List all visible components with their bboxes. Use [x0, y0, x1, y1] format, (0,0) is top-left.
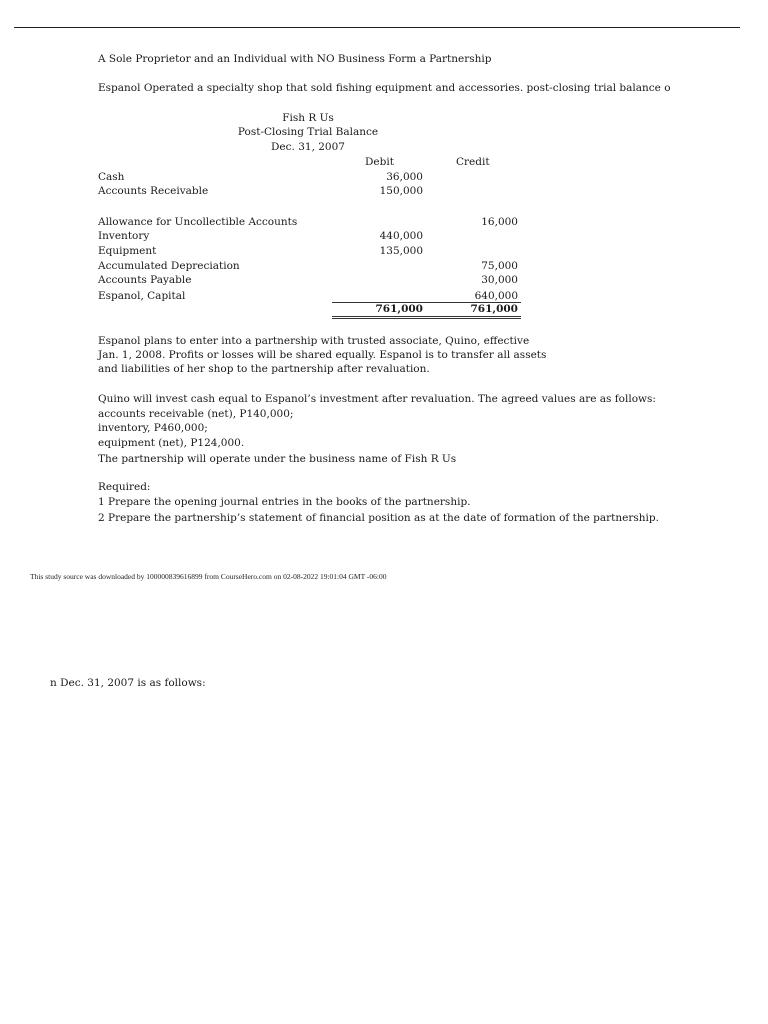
required-label: Required:	[98, 481, 151, 493]
credit-amount: 30,000	[481, 274, 518, 286]
account-name: Cash	[98, 171, 125, 183]
required-item: 2 Prepare the partnership’s statement of financial position as at the date of formation of the partnership.	[98, 512, 659, 524]
account-name: Espanol, Capital	[98, 290, 186, 302]
agreed-values-line: The partnership will operate under the business name of Fish R Us	[98, 453, 457, 465]
company-name: Fish R Us	[282, 112, 334, 124]
debit-amount: 150,000	[379, 185, 423, 197]
statement-title: Post-Closing Trial Balance	[237, 126, 379, 138]
debit-amount: 36,000	[386, 171, 423, 183]
continuation-text: n Dec. 31, 2007 is as follows:	[50, 677, 206, 689]
credit-column-header: Credit	[456, 156, 490, 168]
intro-text: Espanol Operated a specialty shop that sold fishing equipment and accessories. post-closing trial balance o	[98, 82, 671, 94]
account-name: Accounts Receivable	[98, 185, 209, 197]
top-divider	[14, 27, 740, 28]
debit-amount: 135,000	[379, 245, 423, 257]
agreed-values-line: Quino will invest cash equal to Espanol’s investment after revaluation. The agreed values are as follows:	[98, 393, 656, 405]
required-item: 1 Prepare the opening journal entries in the books of the partnership.	[98, 496, 471, 508]
agreed-values-line: inventory, P460,000;	[98, 422, 208, 434]
download-source-note: This study source was downloaded by 100000839616899 from CourseHero.com on 02-08-2022 19:01:04 GMT -06:00	[30, 572, 387, 581]
account-name: Accounts Payable	[98, 274, 192, 286]
account-name: Equipment	[98, 245, 157, 257]
agreed-values-line: equipment (net), P124,000.	[98, 437, 245, 449]
partnership-plan-line: Espanol plans to enter into a partnership with trusted associate, Quino, effective	[98, 335, 530, 347]
agreed-values-line: accounts receivable (net), P140,000;	[98, 408, 294, 420]
debit-column-header: Debit	[365, 156, 394, 168]
account-name: Allowance for Uncollectible Accounts	[98, 216, 298, 228]
document-heading: A Sole Proprietor and an Individual with NO Business Form a Partnership	[98, 53, 492, 65]
double-underline-top	[332, 316, 521, 317]
account-name: Inventory	[98, 230, 150, 242]
debit-total: 761,000	[375, 303, 423, 315]
account-name: Accumulated Depreciation	[98, 260, 240, 272]
statement-date: Dec. 31, 2007	[271, 141, 345, 153]
debit-amount: 440,000	[379, 230, 423, 242]
credit-total: 761,000	[470, 303, 518, 315]
credit-amount: 75,000	[481, 260, 518, 272]
double-underline-bottom	[332, 318, 521, 319]
credit-amount: 16,000	[481, 216, 518, 228]
credit-amount: 640,000	[474, 290, 518, 302]
partnership-plan-line: Jan. 1, 2008. Profits or losses will be shared equally. Espanol is to transfer all assets	[98, 349, 547, 361]
partnership-plan-line: and liabilities of her shop to the partnership after revaluation.	[98, 363, 430, 375]
